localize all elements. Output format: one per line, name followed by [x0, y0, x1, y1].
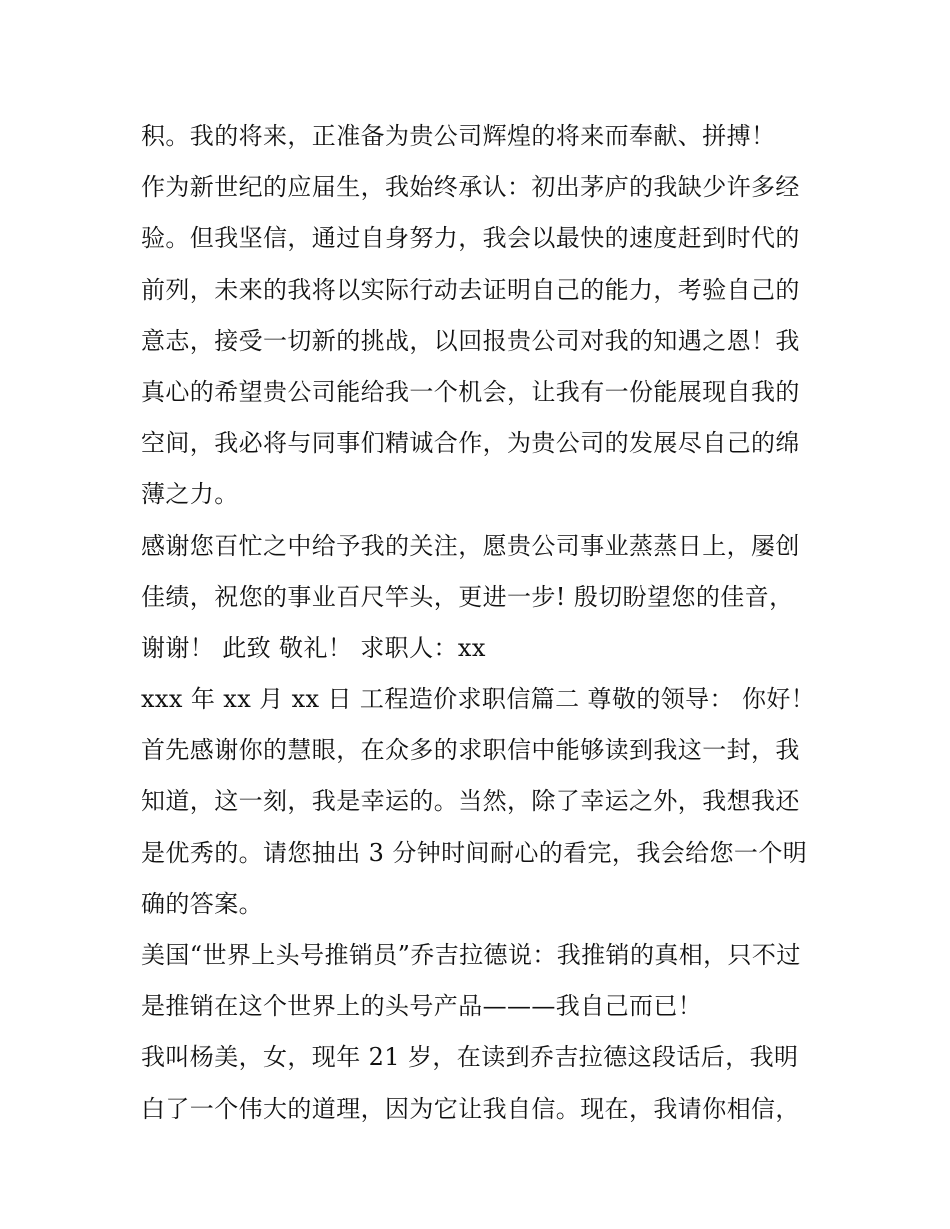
text-line: 是优秀的。请您抽出 3 分钟时间耐心的看完，我会给您一个明	[141, 838, 808, 867]
body-text	[141, 111, 821, 1135]
text-line: 薄之力。	[141, 480, 239, 509]
text-line: 白了一个伟大的道理，因为它让我自信。现在，我请你相信，	[141, 1094, 800, 1123]
text-line: 知道，这一刻，我是幸运的。当然，除了幸运之外，我想我还	[141, 787, 800, 816]
text-line: 确的答案。	[141, 889, 263, 918]
text-line: xxx 年 xx 月 xx 日 工程造价求职信篇二 尊敬的领导： 你好！	[141, 685, 816, 714]
text-line: 我叫杨美，女，现年 21 岁，在读到乔吉拉德这段话后，我明	[141, 1043, 799, 1072]
text-line: 真心的希望贵公司能给我一个机会，让我有一份能展现自我的	[141, 377, 800, 406]
text-line: 积。我的将来，正准备为贵公司辉煌的将来而奉献、拼搏！	[141, 122, 776, 150]
text-line: 感谢您百忙之中给予我的关注，愿贵公司事业蒸蒸日上，屡创	[141, 531, 800, 560]
text-line: 谢谢！ 此致 敬礼！ 求职人：xx	[141, 633, 486, 662]
text-line: 佳绩，祝您的事业百尺竿头，更进一步! 殷切盼望您的佳音，	[141, 582, 794, 611]
text-line: 意志，接受一切新的挑战，以回报贵公司对我的知遇之恩！我	[141, 326, 800, 355]
text-line: 是推销在这个世界上的头号产品———我自己而已！	[141, 992, 703, 1021]
text-line: 美国“世界上头号推销员”乔吉拉德说：我推销的真相，只不过	[141, 941, 801, 969]
text-line: 作为新世纪的应届生，我始终承认：初出茅庐的我缺少许多经	[141, 173, 800, 202]
text-line: 验。但我坚信，通过自身努力，我会以最快的速度赶到时代的	[141, 224, 800, 253]
text-line: 首先感谢你的慧眼，在众多的求职信中能够读到我这一封，我	[141, 736, 800, 765]
text-line: 前列，未来的我将以实际行动去证明自己的能力，考验自己的	[141, 275, 800, 304]
text-line: 空间，我必将与同事们精诚合作，为贵公司的发展尽自己的绵	[141, 429, 800, 458]
